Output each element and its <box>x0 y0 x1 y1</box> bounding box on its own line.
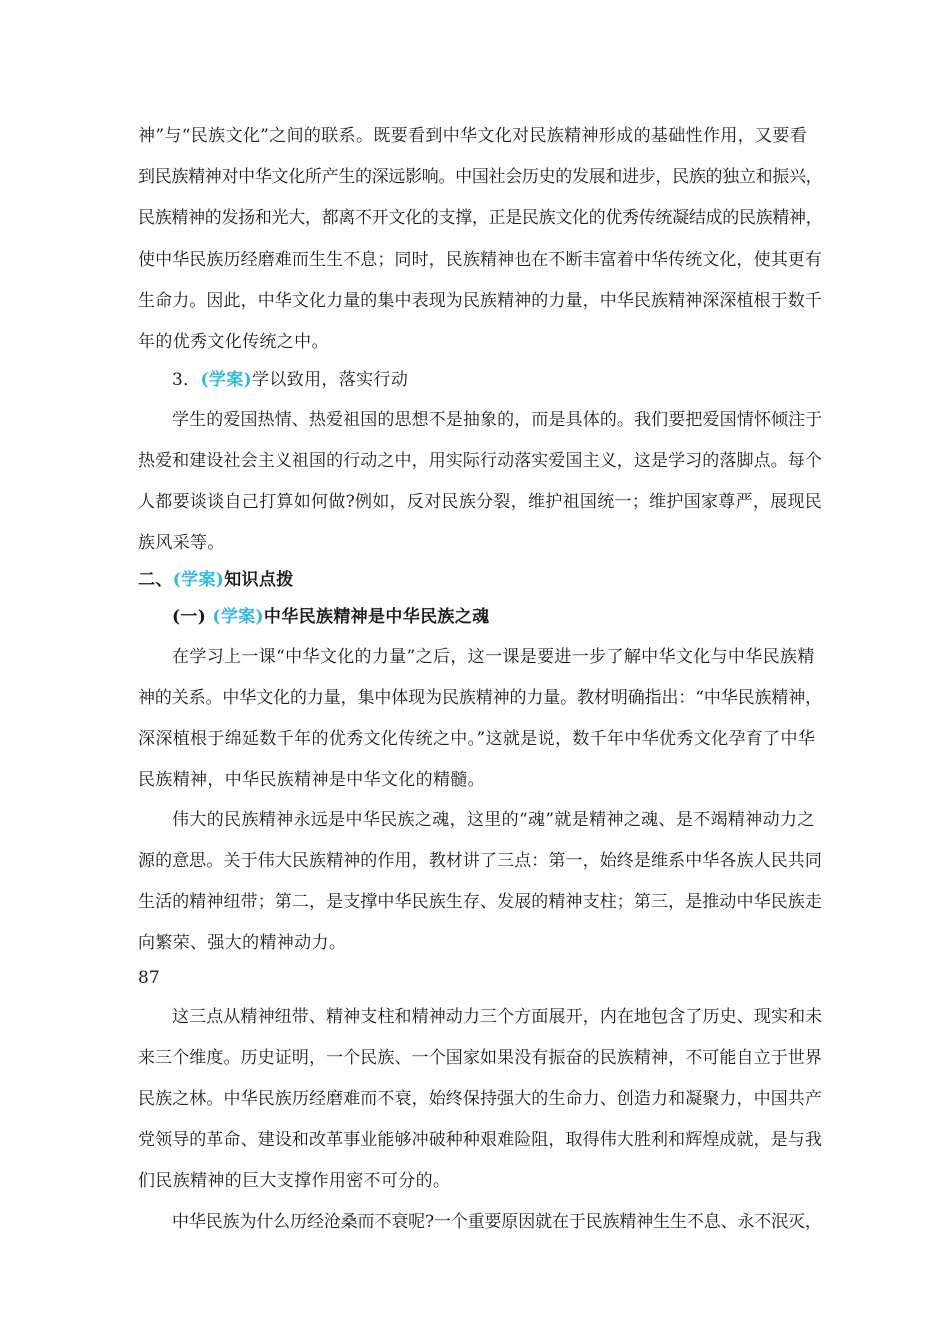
text-line: 民族之林。中华民族历经磨难而不衰，始终保持强大的生命力、创造力和凝聚力，中国共产 <box>138 1089 822 1109</box>
text-line: 民族精神的发扬和光大，都离不开文化的支撑，正是民族文化的优秀传统凝结成的民族精神， <box>138 208 823 228</box>
item-number: 3． <box>172 370 201 390</box>
text-line: 深深植根于绵延数千年的优秀文化传统之中。”这就是说，数千年中华优秀文化孕育了中华 <box>138 729 816 749</box>
text-line: 在学习上一课“中华文化的力量”之后，这一课是要进一步了解中华文化与中华民族精 <box>172 647 815 667</box>
text-line: 学生的爱国热情、热爱祖国的思想不是抽象的，而是具体的。我们要把爱国情怀倾注于 <box>172 410 823 430</box>
study-plan-tag: (学案) <box>200 370 253 390</box>
subsection-title: 中华民族精神是中华民族之魂 <box>263 607 490 627</box>
text-line: 向繁荣、强大的精神动力。 <box>138 933 347 953</box>
section-number: 二、 <box>138 570 173 590</box>
subsection-number: (一) <box>172 607 207 627</box>
section-2-heading <box>138 568 294 592</box>
text-line: 神”与“民族文化”之间的联系。既要看到中华文化对民族精神形成的基础性作用，又要看 <box>138 126 808 146</box>
text-line: 到民族精神对中华文化所产生的深远影响。中国社会历史的发展和进步，民族的独立和振兴， <box>138 167 823 187</box>
text-line: 使中华民族历经磨难而生生不息；同时，民族精神也在不断丰富着中华传统文化，使其更有 <box>138 250 822 270</box>
section-title: 知识点拨 <box>224 570 294 590</box>
study-plan-tag: (学案) <box>212 607 264 627</box>
study-plan-tag: (学案) <box>172 570 225 590</box>
subsection-1-heading <box>172 605 489 629</box>
text-line: 党领导的革命、建设和改革事业能够冲破种种艰难险阻，取得伟大胜利和辉煌成就，是与我 <box>138 1130 822 1150</box>
text-line: 年的优秀文化传统之中。 <box>138 332 329 352</box>
text-line: 伟大的民族精神永远是中华民族之魂，这里的“魂”就是精神之魂、是不竭精神动力之 <box>172 810 815 830</box>
text-line: 生活的精神纽带；第二，是支撑中华民族生存、发展的精神支柱；第三，是推动中华民族走 <box>138 892 822 912</box>
text-line: 源的意思。关于伟大民族精神的作用，教材讲了三点：第一，始终是维系中华各族人民共同 <box>138 851 822 871</box>
text-line: 人都要谈谈自己打算如何做?例如，反对民族分裂，维护祖国统一；维护国家尊严，展现民 <box>138 492 823 512</box>
item-3-heading <box>172 368 408 392</box>
text-line: 们民族精神的巨大支撑作用密不可分的。 <box>138 1171 451 1191</box>
page-number: 87 <box>138 968 160 988</box>
text-line: 族风采等。 <box>138 533 225 553</box>
text-line: 生命力。因此，中华文化力量的集中表现为民族精神的力量，中华民族精神深深植根于数千 <box>138 291 822 311</box>
text-line: 民族精神，中华民族精神是中华文化的精髓。 <box>138 770 485 790</box>
text-line: 这三点从精神纽带、精神支柱和精神动力三个方面展开，内在地包含了历史、现实和未 <box>172 1007 823 1027</box>
text-line: 来三个维度。历史证明，一个民族、一个国家如果没有振奋的民族精神，不可能自立于世界 <box>138 1048 822 1068</box>
item-title: 学以致用，落实行动 <box>252 370 409 390</box>
text-line: 中华民族为什么历经沧桑而不衰呢?一个重要原因就在于民族精神生生不息、永不泯灭， <box>172 1212 822 1232</box>
text-line: 神的关系。中华文化的力量，集中体现为民族精神的力量。教材明确指出：“中华民族精神， <box>138 688 823 708</box>
text-line: 热爱和建设社会主义祖国的行动之中，用实际行动落实爱国主义，这是学习的落脚点。每个 <box>138 451 822 471</box>
